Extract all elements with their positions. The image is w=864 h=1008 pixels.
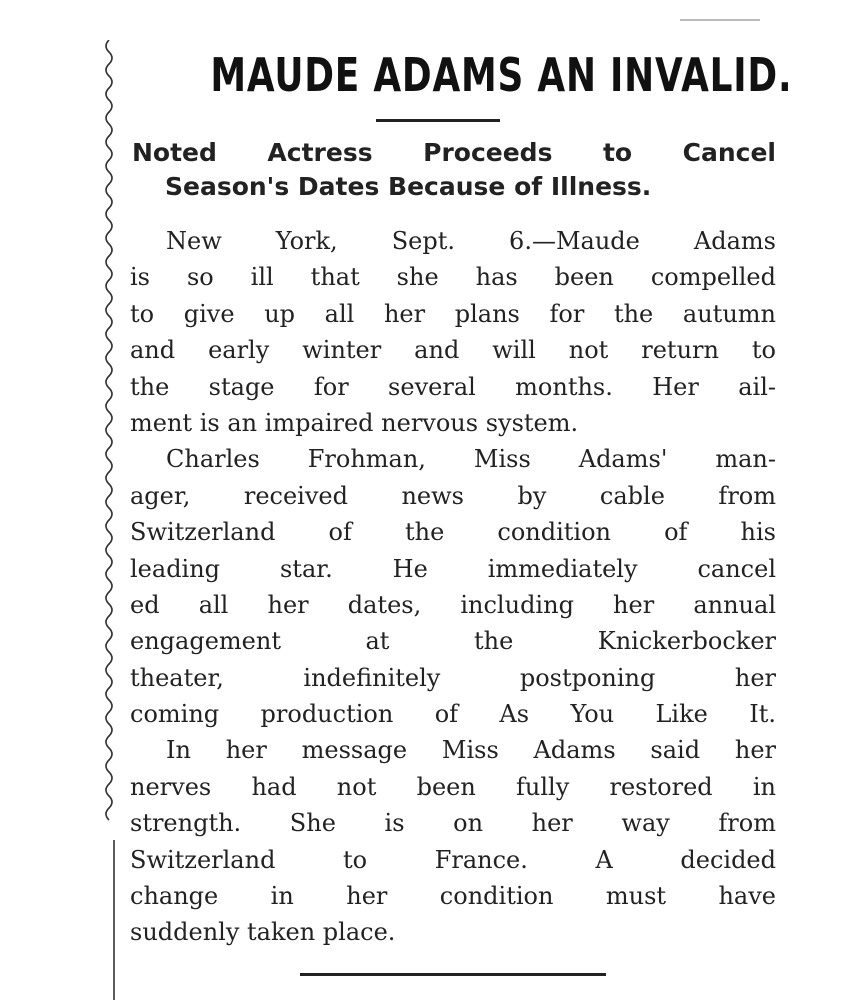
article-line: engagement at the Knickerbocker (130, 627, 776, 656)
end-rule (300, 973, 606, 976)
article-line: leading star. He immediately cancel (130, 554, 776, 583)
article-line: suddenly taken place. (130, 918, 396, 947)
wavy-column-border (100, 40, 118, 1000)
subhead-line-2: Season's Dates Because of Illness. (165, 172, 652, 201)
article-line: nerves had not been fully restored in (130, 772, 776, 801)
article-line: strength. She is on her way from (130, 809, 776, 838)
article-line: Charles Frohman, Miss Adams' man- (166, 445, 776, 474)
article-line: theater, indefinitely postponing her (130, 663, 776, 692)
subhead-line-1: Noted Actress Proceeds to Cancel (132, 138, 776, 167)
article-line: the stage for several months. Her ail- (130, 372, 776, 401)
article-line: ment is an impaired nervous system. (130, 408, 579, 437)
article-line: ed all her dates, including her annual (130, 590, 776, 619)
article-line: Switzerland to France. A decided (130, 845, 776, 874)
article-body (130, 223, 776, 951)
article-line: In her message Miss Adams said her (166, 736, 776, 765)
article-line: Switzerland of the condition of his (130, 518, 776, 547)
article-line: coming production of As You Like It. (130, 700, 776, 729)
article-line: and early winter and will not return to (130, 336, 776, 365)
article-line: to give up all her plans for the autumn (130, 299, 776, 328)
article-line: ager, received news by cable from (130, 481, 776, 510)
headline-rule (376, 119, 500, 122)
article-line: change in her condition must have (130, 882, 776, 911)
article-line: New York, Sept. 6.—Maude Adams (166, 227, 776, 255)
article-line: is so ill that she has been compelled (130, 263, 776, 292)
headline: MAUDE ADAMS AN INVALID. (210, 48, 793, 102)
top-mark (680, 19, 760, 21)
